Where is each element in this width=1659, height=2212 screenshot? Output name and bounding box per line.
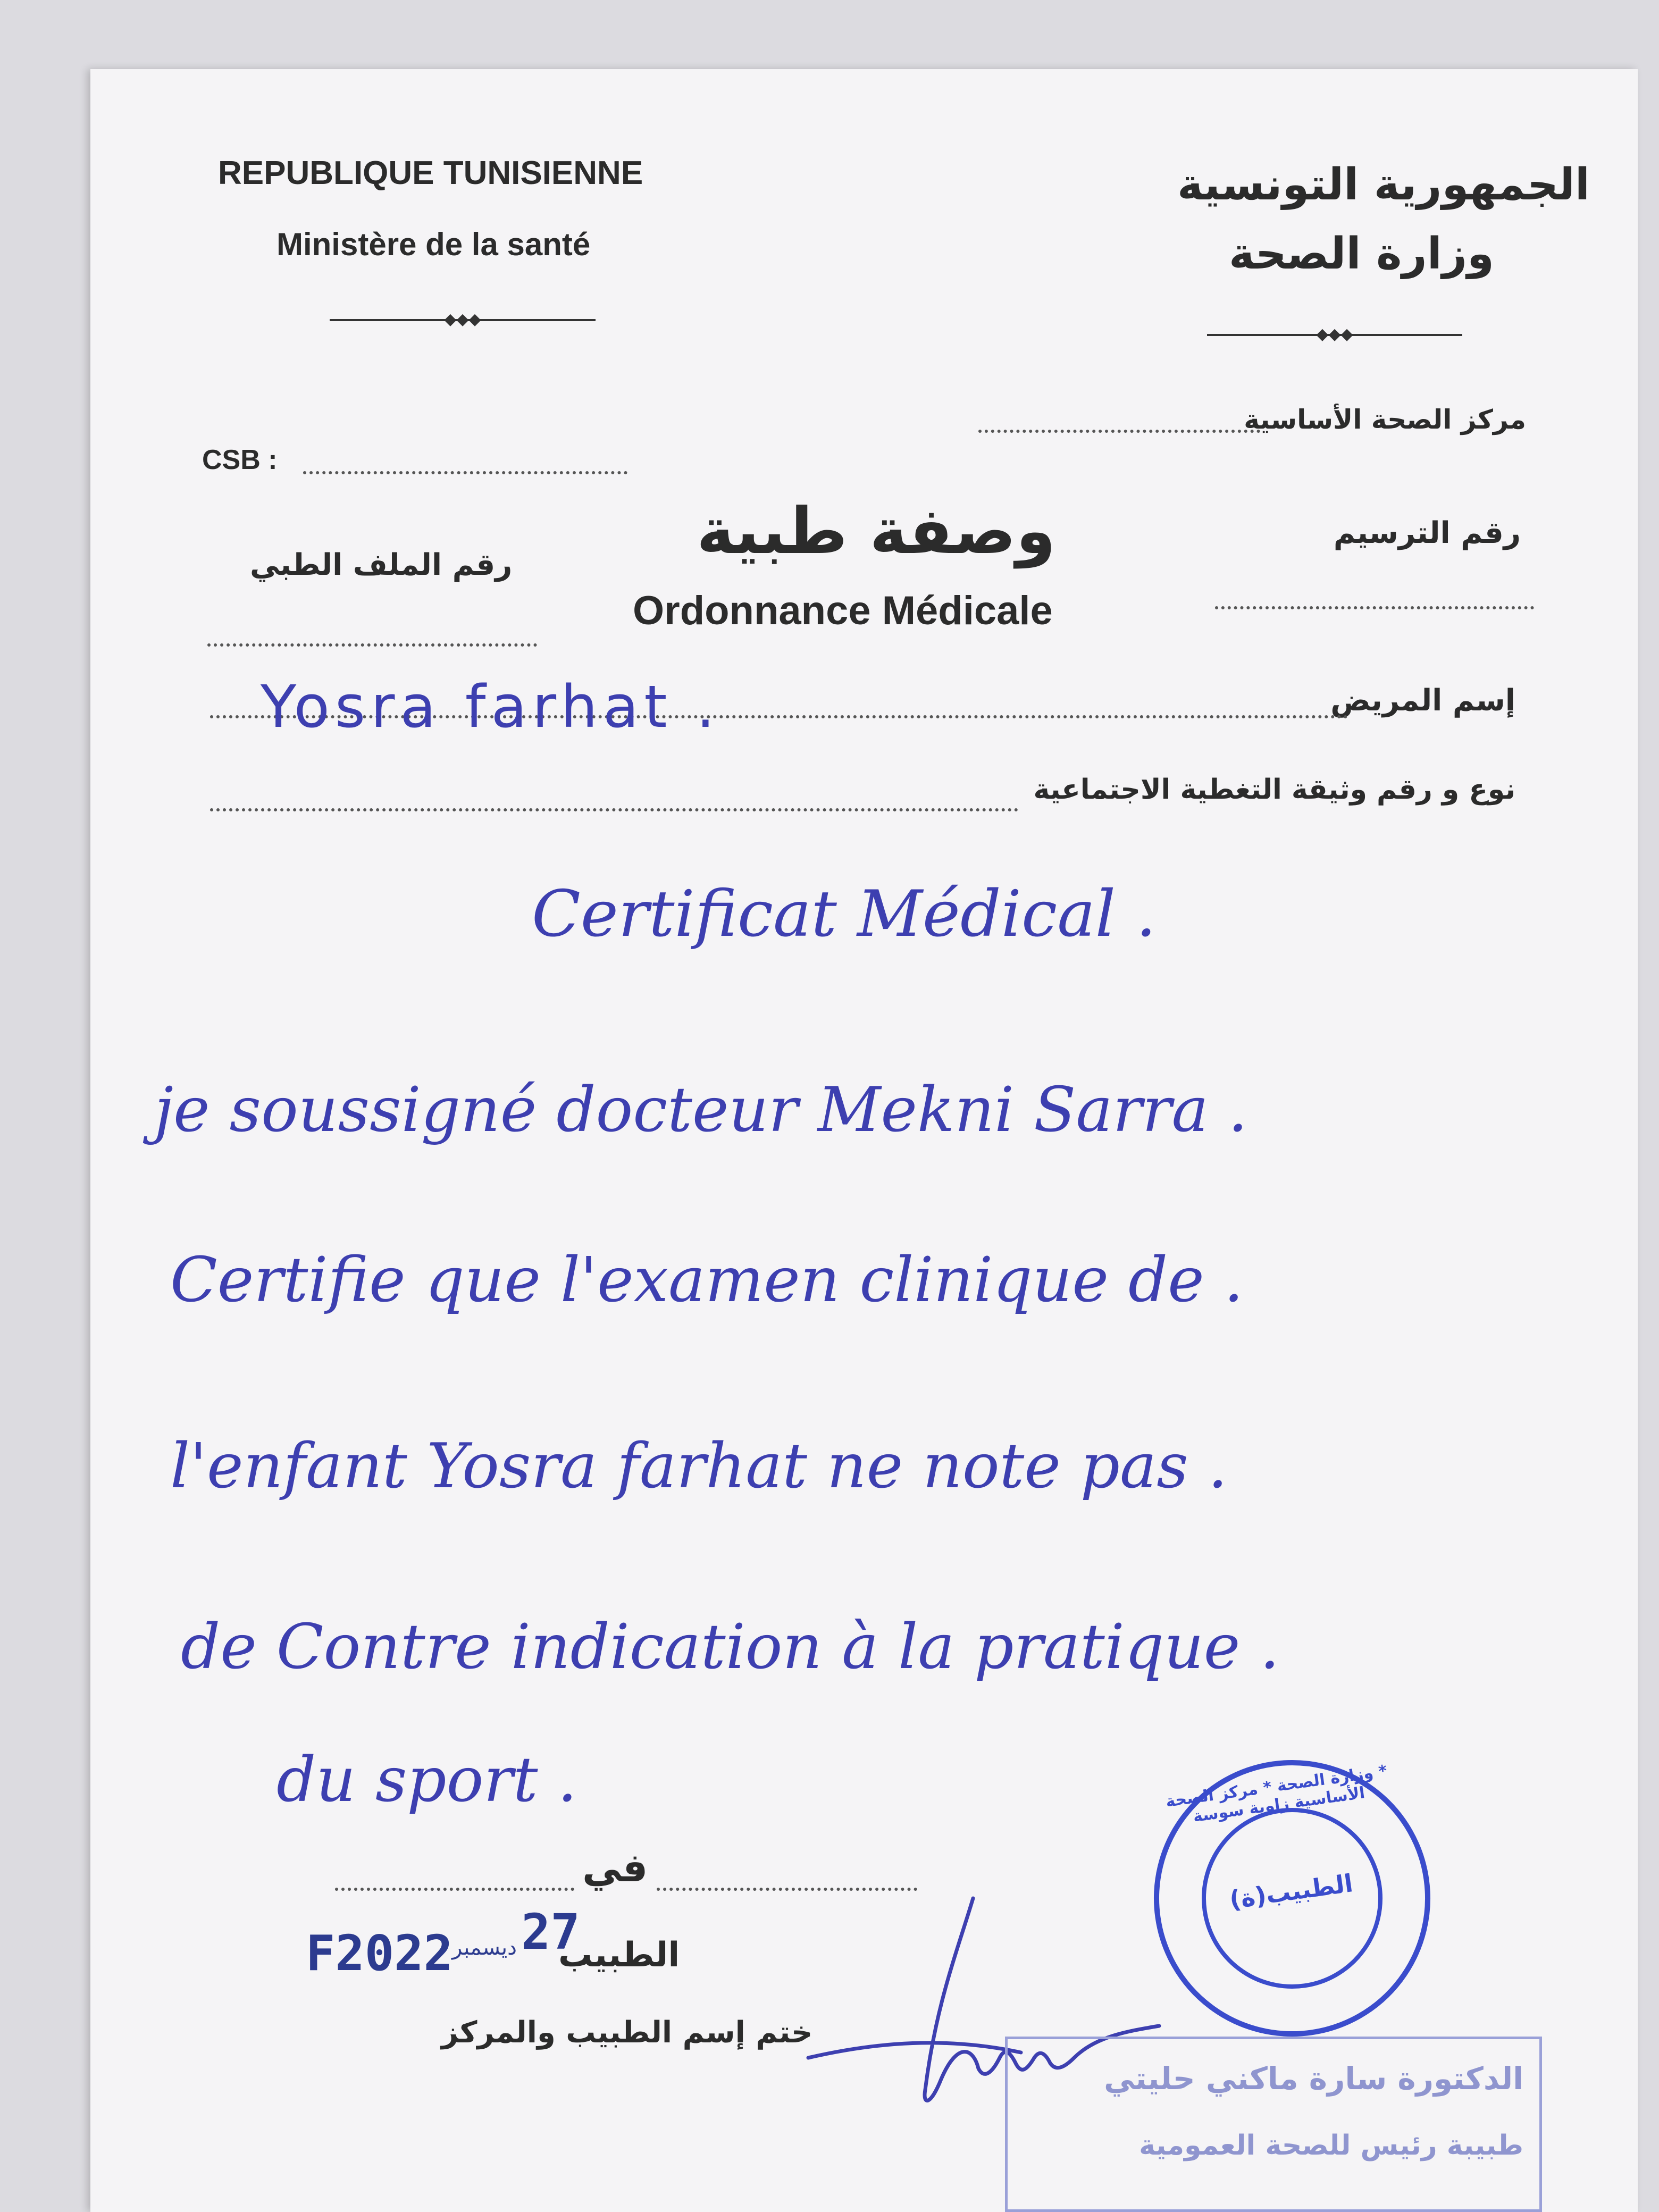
- at-label: في: [582, 1845, 648, 1891]
- csb-label: CSB :: [202, 445, 278, 475]
- date-stamp-year: F2022: [306, 1925, 453, 1982]
- certificate-line-5: du sport .: [276, 1744, 577, 1816]
- csb-dots: [303, 471, 627, 474]
- date-stamp-day: 27: [521, 1904, 580, 1960]
- title-ar: وصفة طبية: [697, 495, 1056, 568]
- center-dots: [978, 430, 1260, 433]
- title-fr: Ordonnance Médicale: [633, 588, 1053, 633]
- patient-name-handwritten: Yosra farhat .: [261, 673, 720, 741]
- republic-fr: REPUBLIQUE TUNISIENNE: [218, 155, 643, 191]
- certificate-line-4: de Contre indication à la pratique .: [181, 1611, 1280, 1683]
- certificate-line-1: je soussigné docteur Mekni Sarra .: [154, 1074, 1248, 1146]
- patient-label: إسم المريض: [1330, 683, 1515, 718]
- doctor-label: الطبيب: [558, 1936, 680, 1975]
- round-stamp-ring-text: * وزارة الصحة * مركز الصحة الأساسية زاوية سوسة: [1164, 1762, 1388, 1826]
- rect-stamp-line-1: الدكتورة سارة ماكني حليتي: [1104, 2060, 1523, 2097]
- registration-label: رقم الترسيم: [1333, 516, 1521, 550]
- rect-stamp-line-2: طبيبة رئيس للصحة العمومية: [1139, 2130, 1523, 2161]
- prescription-sheet: [90, 69, 1638, 2212]
- certificate-line-2: Certifie que l'examen clinique de .: [170, 1244, 1244, 1316]
- rect-stamp: [1005, 2037, 1542, 2212]
- date-dots-left: [335, 1888, 574, 1891]
- republic-ar: الجمهورية التونسية: [1177, 160, 1590, 210]
- ministry-ar: وزارة الصحة: [1229, 229, 1494, 279]
- certificate-heading: Certificat Médical .: [532, 877, 1157, 951]
- round-stamp-center-text: الطبيب(ة): [1227, 1869, 1355, 1915]
- ministry-fr: Ministère de la santé: [276, 227, 591, 262]
- ornament-right: ◆◆◆: [1207, 334, 1462, 336]
- ornament-left: ◆◆◆: [330, 319, 596, 321]
- file-label: رقم الملف الطبي: [250, 548, 513, 582]
- center-label: مركز الصحة الأساسية: [1244, 404, 1526, 435]
- coverage-dots: [210, 808, 1018, 811]
- registration-dots: [1215, 606, 1534, 609]
- certificate-line-3: l'enfant Yosra farhat ne note pas .: [170, 1430, 1228, 1502]
- date-stamp-month: ديسمبر: [452, 1936, 517, 1960]
- coverage-label: نوع و رقم وثيقة التغطية الاجتماعية: [1033, 774, 1515, 806]
- stamp-label: ختم إسم الطبيب والمركز: [441, 2015, 813, 2050]
- file-dots: [207, 643, 537, 647]
